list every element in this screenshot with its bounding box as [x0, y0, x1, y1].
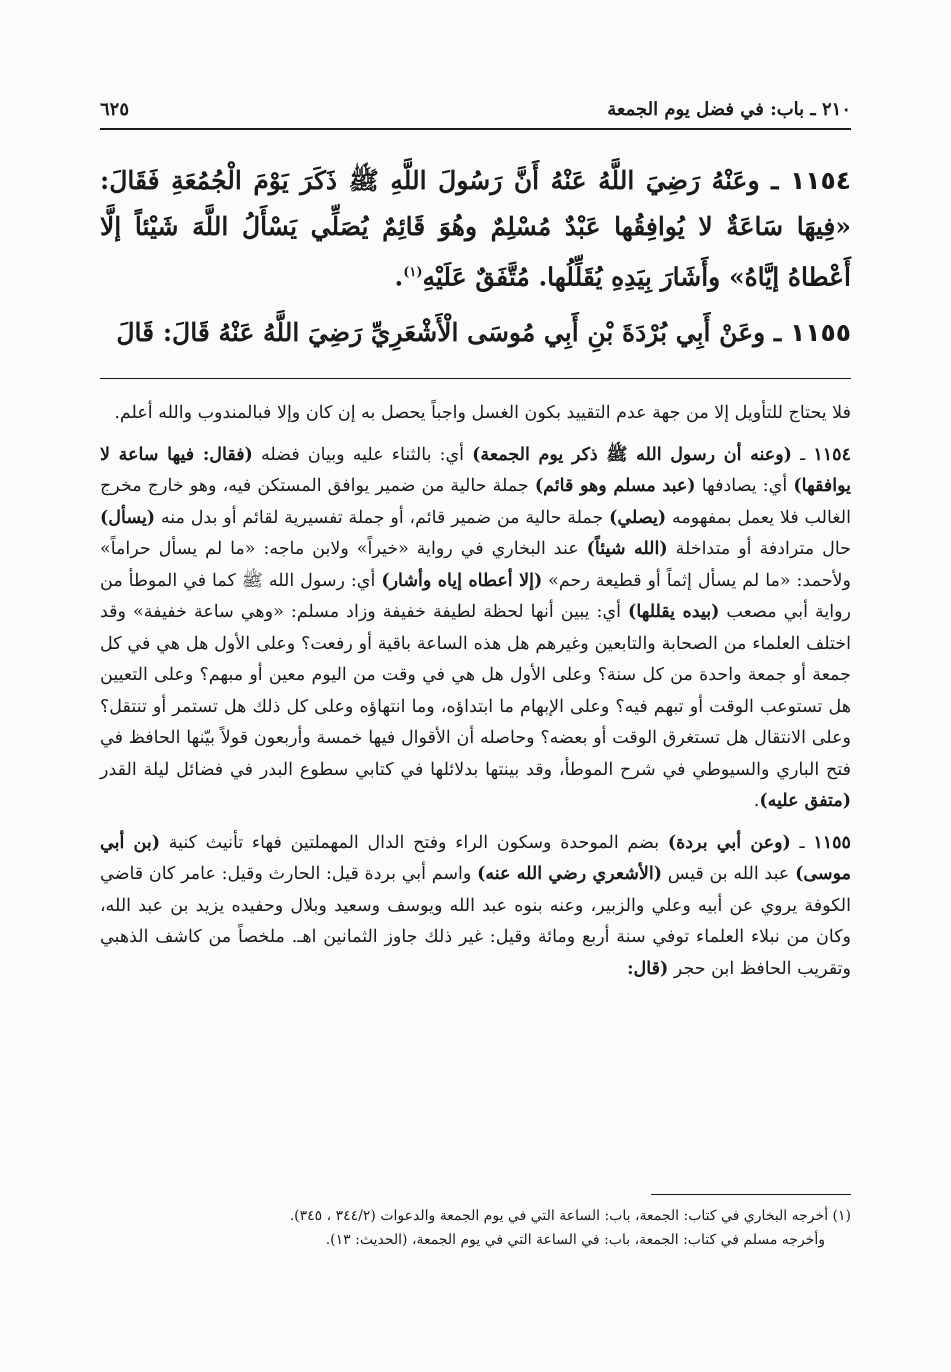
hadith-number: ١١٥٥	[789, 318, 851, 348]
commentary-number: ١١٥٥	[813, 832, 851, 853]
commentary-text: ـ	[791, 444, 814, 465]
quoted-phrase: (بيده يقللها)	[628, 602, 720, 622]
quoted-phrase: (عبد مسلم وهو قائم)	[534, 476, 696, 496]
commentary-text: ـ	[790, 832, 814, 853]
hadith-body: ـ وعَنْهُ رَضِيَ اللَّهُ عَنْهُ أَنَّ رَسُولَ اللَّهِ ﷺ ذَكَرَ يَوْمَ الْجُمُعَةِ فَقَالَ: «فِيهَا سَاعَةٌ لا يُوافِقُها عَبْدٌ مُسْلِمٌ وهُوَ قَائِمٌ يُصَلِّي يَسْأَلُ اللَّهَ شَيْئاً إلَّا أَعْطاهُ إيَّاهُ» وأَشَارَ بِيَدِهِ يُقَلِّلُها. مُتَّفَقٌ عَلَيْهِ	[100, 166, 851, 292]
quoted-phrase: (يصلي)	[609, 507, 667, 528]
commentary-text: أي: يبين أنها لحظة لطيفة خفيفة وزاد مسلم: «وهي ساعة خفيفة» وقد اختلف العلماء من الصحابة والتابعين وغيرهم هل هذه الساعة باقية أو رفعت؟ وعلى الأول هل هي في كل جمعة أو جمعة واحدة من كل سنة؟ وعلى الأول هل هي في وقت من اليوم معين أو مبهم؟ وعلى التعيين هل تستوعب الوقت أو تبهم فيه؟ وعلى الإبهام ما ابتداؤه، وما انتهاؤه وعلى كل ذلك هل تستمر أو تنتقل؟ وعلى الانتقال هل تستغرق الوقت أو بعضه؟ وحاصله أن الأقوال فيها خمسة وأربعون قولاً بيّنها الحافظ في فتح الباري والسيوطي في شرح الموطأ، وقد بينتها بدلائلها في كتابي سطوع البدر في فضائل ليلة القدر	[100, 602, 851, 780]
page-number: ٦٢٥	[100, 98, 130, 120]
footnote-1-continued: وأخرجه مسلم في كتاب: الجمعة، باب: في الساعة التي في يوم الجمعة، (الحديث: ١٣).	[325, 1232, 825, 1248]
footnote-ref[interactable]: (١)	[403, 265, 423, 280]
running-title: ٢١٠ ـ باب: في فضل يوم الجمعة	[607, 98, 851, 120]
quoted-phrase: (وعن أبي بردة)	[667, 832, 791, 853]
header-rule	[100, 128, 851, 130]
commentary-text: أي: يصادفها	[695, 476, 794, 496]
hadith-number: ١١٥٤	[789, 166, 851, 195]
hadith-1154	[100, 158, 851, 300]
quoted-phrase: (فقال: فيها ساعة لا يوافقها)	[100, 444, 851, 496]
hadith-end: .	[394, 262, 404, 292]
commentary-text: أي: بالثناء عليه وبيان فضله	[252, 444, 473, 465]
quoted-phrase: (الله شيئاً)	[586, 539, 668, 559]
commentary-1154	[100, 440, 851, 818]
hadith-text	[100, 158, 851, 366]
text-divider	[100, 378, 851, 379]
commentary-text: واسم أبي بردة قيل: الحارث وقيل: عامر كان قاضي الكوفة يروي عن أبيه وعلي والزبير، وعنه بنوه عبد الله ويوسف وسعيد وبلال وحفيده يزيد بن عبد الله، وكان من نبلاء العلماء توفي سنة أربع ومائة وقيل: غير ذلك جاوز الثمانين اهـ. ملخصاً من كاشف الذهبي وتقريب الحافظ ابن حجر	[100, 864, 851, 979]
commentary-number: ١١٥٤	[813, 444, 851, 465]
commentary-text: أي: رسول الله ﷺ كما في الموطأ من رواية أبي مصعب	[100, 570, 851, 622]
commentary-paragraph: فلا يحتاج للتأويل إلا من جهة عدم التقييد بكون الغسل واجباً يحصل به إن كان وإلا فبالمندوب والله أعلم.	[114, 403, 851, 423]
footnotes	[100, 1204, 851, 1252]
commentary-text: حال مترادفة أو متداخلة	[667, 539, 851, 559]
quoted-phrase: (إلا أعطاه إياه وأشار)	[381, 570, 543, 591]
quoted-phrase: (بن أبي موسى)	[100, 832, 852, 884]
commentary-text: جملة حالية من ضمير قائم، أو جملة تفسيرية لقائم أو بدل منه	[155, 507, 610, 528]
page-header	[100, 96, 851, 122]
commentary-text: بضم الموحدة وسكون الراء وفتح الدال المهملتين فهاء تأنيث كنية	[160, 832, 668, 853]
footnote-rule	[651, 1194, 851, 1195]
commentary-text: .	[753, 791, 760, 811]
quoted-phrase: (الأشعري رضي الله عنه)	[477, 864, 663, 884]
commentary-text: جملة حالية من ضمير يوافق المستكن فيه، وهو خارج مخرج الغالب فلا يعمل بمفهومه	[100, 476, 851, 528]
quoted-phrase: (وعنه أن رسول الله ﷺ ذكر يوم الجمعة)	[472, 444, 792, 465]
hadith-1155	[100, 310, 851, 356]
commentary-1155	[100, 828, 851, 986]
quoted-phrase: (متفق عليه)	[759, 791, 851, 811]
commentary-text: عبد الله بن قيس	[662, 864, 796, 884]
commentary	[100, 398, 851, 995]
quoted-phrase: (قال:	[627, 958, 669, 979]
hadith-body: ـ وعَنْ أَبِي بُرْدَةَ بْنِ أَبِي مُوسَى الْأَشْعَرِيِّ رَضِيَ اللَّهُ عَنْهُ قَالَ: قَالَ	[116, 318, 790, 348]
footnote-1: (١) أخرجه البخاري في كتاب: الجمعة، باب: الساعة التي في يوم الجمعة والدعوات (٣٤٤/٢ ، ٣٤٥).	[289, 1208, 851, 1224]
commentary-text: عند البخاري في رواية «خيراً» ولابن ماجه: «ما لم يسأل حراماً» ولأحمد: «ما لم يسأل إثماً أو قطيعة رحم»	[100, 539, 851, 591]
quoted-phrase: (يسأل)	[100, 507, 156, 528]
